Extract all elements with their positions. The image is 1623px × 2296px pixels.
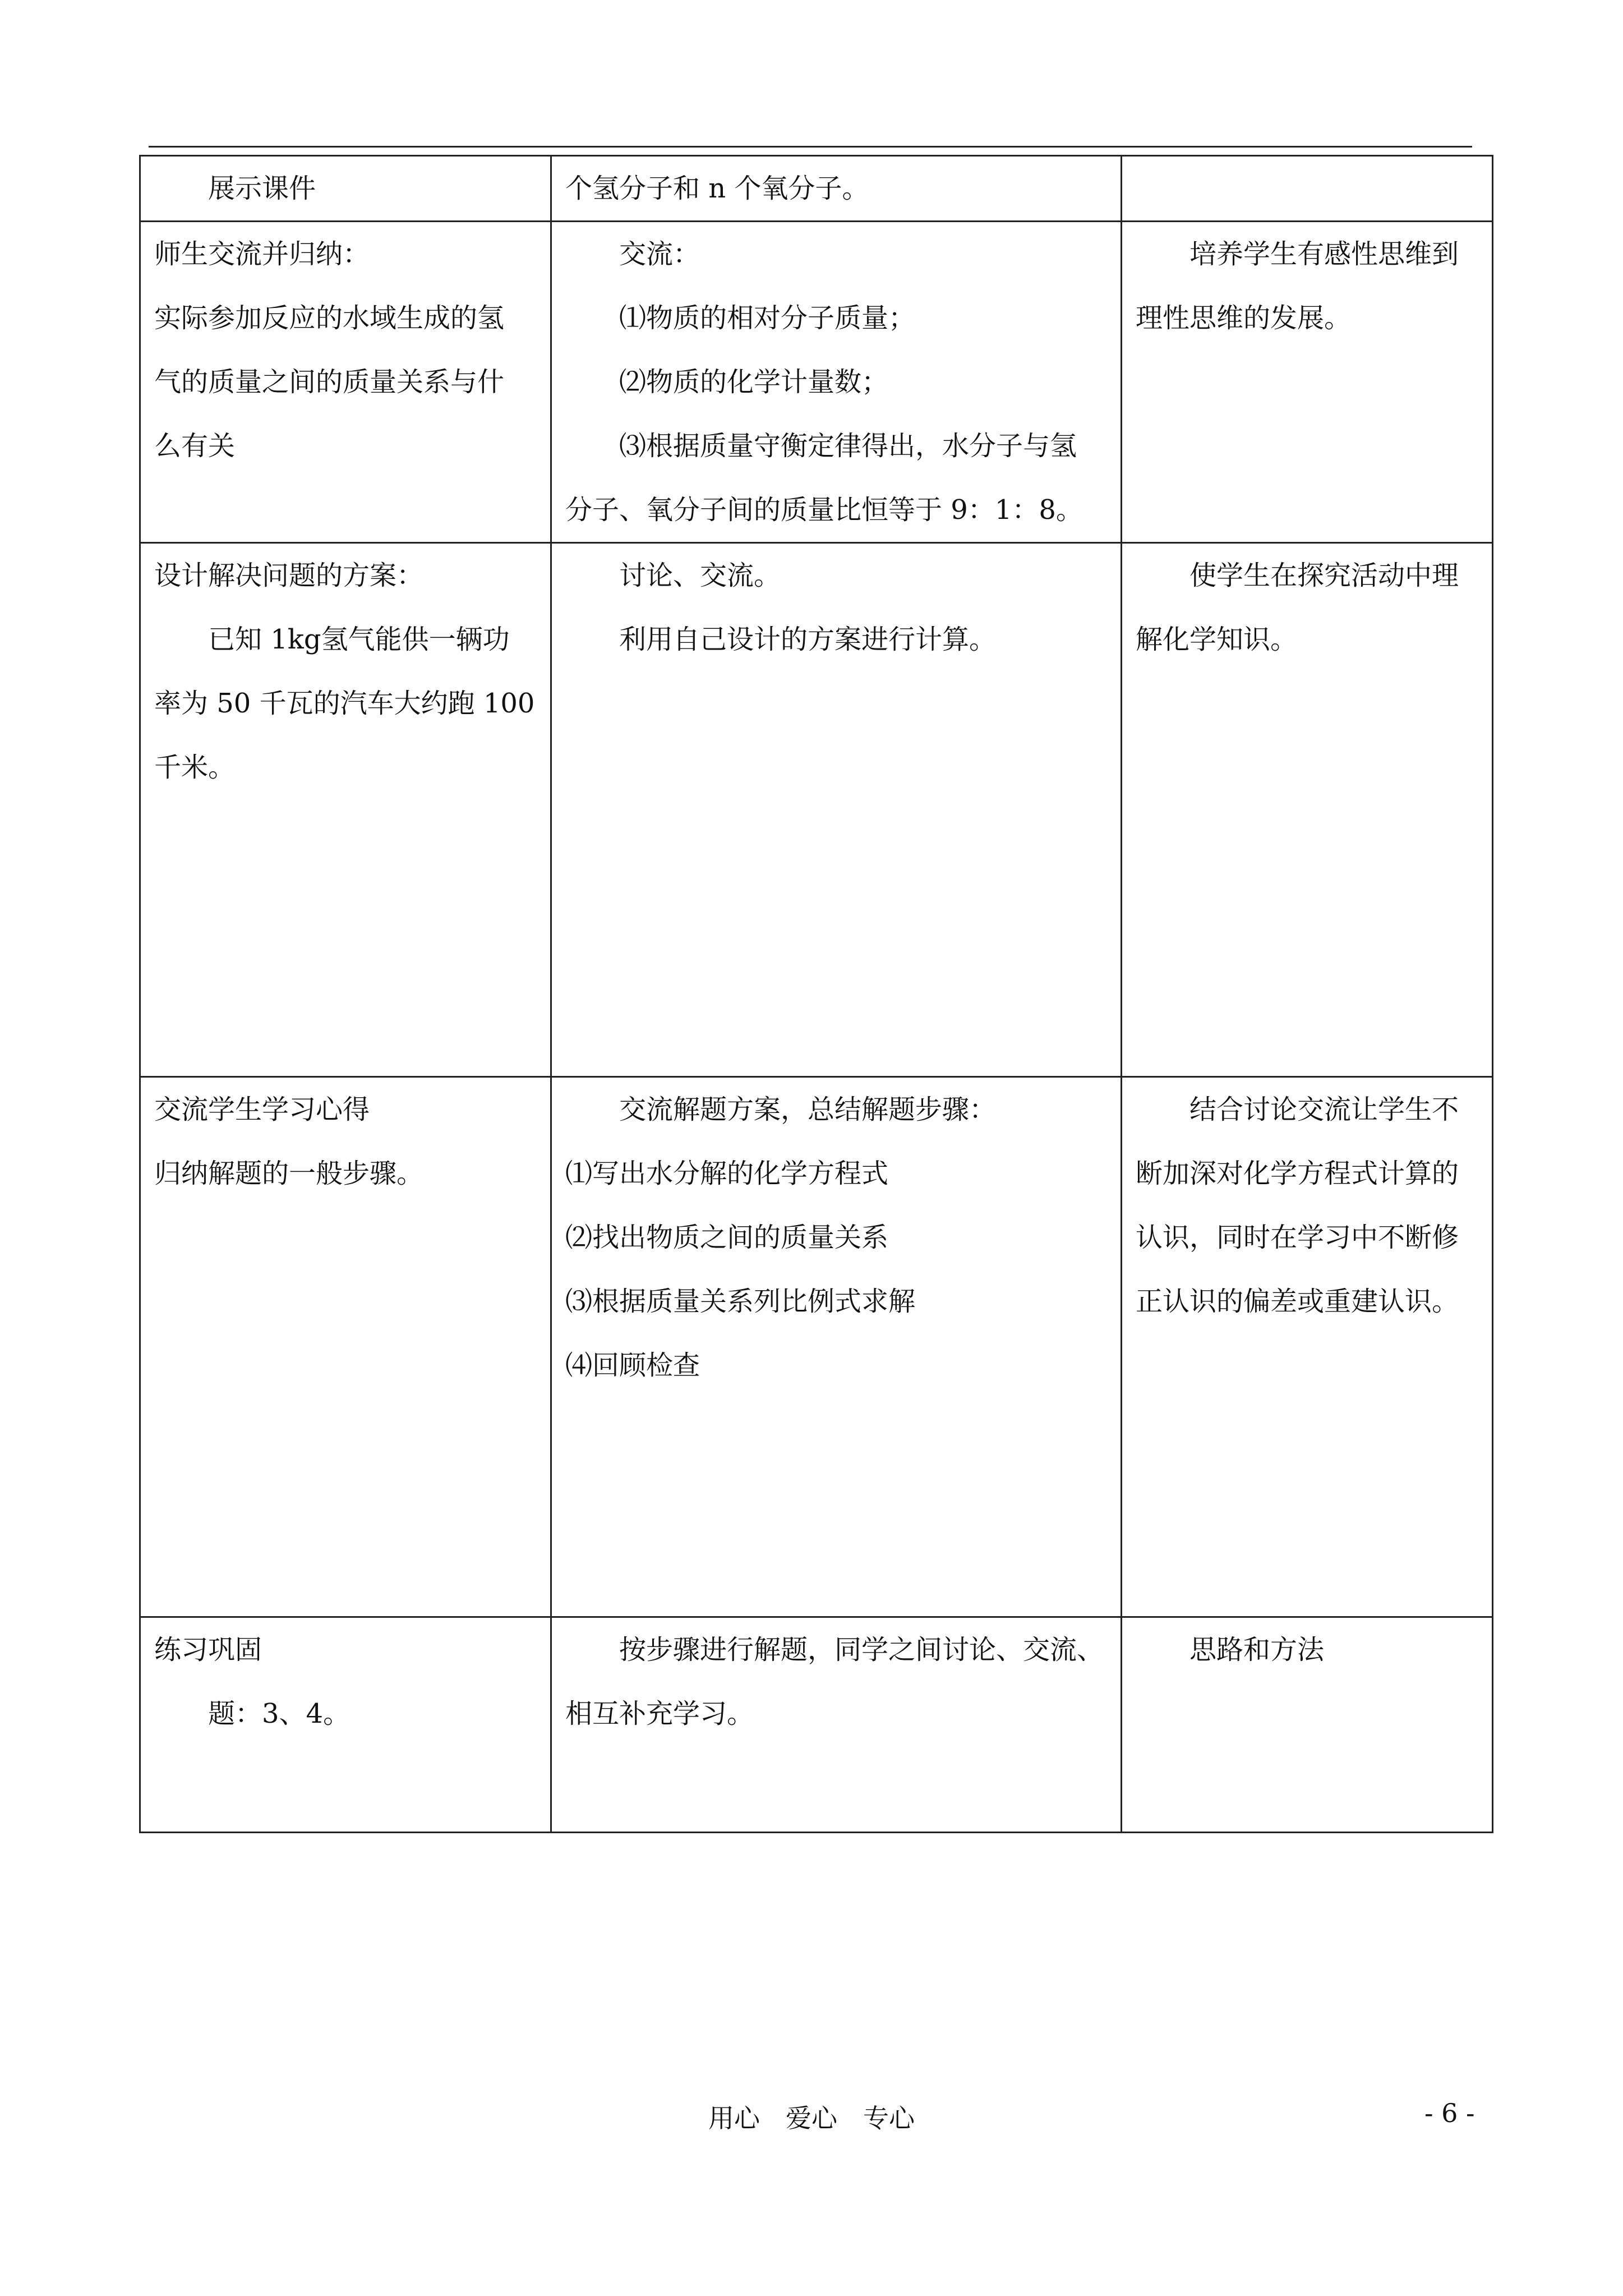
lesson-plan-table (139, 155, 1493, 1833)
student-activity-cell (551, 156, 1122, 222)
cell-line: 相互补充学习。 (565, 1698, 754, 1729)
teacher-activity-cell (140, 1077, 551, 1617)
cell-line: 么有关 (154, 430, 236, 462)
cell-line: 正认识的偏差或重建认识。 (1136, 1286, 1459, 1317)
footer-motto: 用心 爱心 专心 (708, 2103, 915, 2133)
table-row (140, 156, 1493, 222)
student-activity-cell (551, 543, 1122, 1077)
design-intent-cell (1122, 156, 1493, 222)
page-number: - 6 - (1424, 2098, 1475, 2128)
table-row (140, 222, 1493, 543)
cell-line: 理性思维的发展。 (1136, 302, 1352, 334)
cell-line: 展示课件 (208, 173, 316, 204)
header-rule (149, 146, 1472, 148)
cell-line: 断加深对化学方程式计算的 (1136, 1158, 1459, 1189)
cell-line: ⑵找出物质之间的质量关系 (565, 1222, 889, 1253)
design-intent-cell (1122, 222, 1493, 543)
cell-line: 思路和方法 (1189, 1634, 1325, 1665)
teacher-activity-cell (140, 222, 551, 543)
cell-line: ⑵物质的化学计量数； (619, 366, 889, 398)
cell-line: 讨论、交流。 (619, 560, 781, 591)
student-activity-cell (551, 222, 1122, 543)
cell-line: 培养学生有感性思维到 (1189, 238, 1459, 270)
cell-line: 个氢分子和 n 个氧分子。 (565, 173, 869, 204)
student-activity-cell (551, 1077, 1122, 1617)
cell-line: 交流： (619, 238, 700, 270)
cell-line: 气的质量之间的质量关系与什 (154, 366, 505, 398)
cell-line: 已知 1kg氢气能供一辆功 (208, 624, 510, 655)
cell-line: 利用自己设计的方案进行计算。 (619, 624, 997, 655)
cell-line: 练习巩固 (154, 1634, 262, 1665)
cell-line: 率为 50 千瓦的汽车大约跑 100 (154, 688, 535, 719)
cell-line: 题：3、4。 (208, 1698, 351, 1729)
cell-line: 分子、氧分子间的质量比恒等于 9：1：8。 (565, 494, 1083, 526)
cell-line: 交流解题方案，总结解题步骤： (619, 1094, 997, 1125)
cell-line: 设计解决问题的方案： (154, 560, 424, 591)
cell-line: 交流学生学习心得 (154, 1094, 370, 1125)
teacher-activity-cell (140, 1617, 551, 1833)
cell-line: 归纳解题的一般步骤。 (154, 1158, 424, 1189)
cell-line: 师生交流并归纳： (154, 238, 370, 270)
table-row (140, 543, 1493, 1077)
cell-line: 使学生在探究活动中理 (1189, 560, 1459, 591)
cell-line: 认识，同时在学习中不断修 (1136, 1222, 1459, 1253)
cell-line: ⑴写出水分解的化学方程式 (565, 1158, 889, 1189)
table-row (140, 1077, 1493, 1617)
teacher-activity-cell (140, 543, 551, 1077)
cell-line: ⑶根据质量守衡定律得出，水分子与氢 (619, 430, 1077, 462)
design-intent-cell (1122, 1617, 1493, 1833)
teacher-activity-cell (140, 156, 551, 222)
cell-line: 结合讨论交流让学生不 (1189, 1094, 1459, 1125)
cell-line: 千米。 (154, 752, 236, 783)
design-intent-cell (1122, 543, 1493, 1077)
student-activity-cell (551, 1617, 1122, 1833)
cell-line: ⑷回顾检查 (565, 1350, 700, 1381)
design-intent-cell (1122, 1077, 1493, 1617)
cell-line: ⑴物质的相对分子质量； (619, 302, 916, 334)
cell-line: 实际参加反应的水域生成的氢 (154, 302, 505, 334)
cell-line: ⑶根据质量关系列比例式求解 (565, 1286, 916, 1317)
cell-line: 解化学知识。 (1136, 624, 1298, 655)
cell-line: 按步骤进行解题，同学之间讨论、交流、 (619, 1634, 1104, 1665)
table-row (140, 1617, 1493, 1833)
